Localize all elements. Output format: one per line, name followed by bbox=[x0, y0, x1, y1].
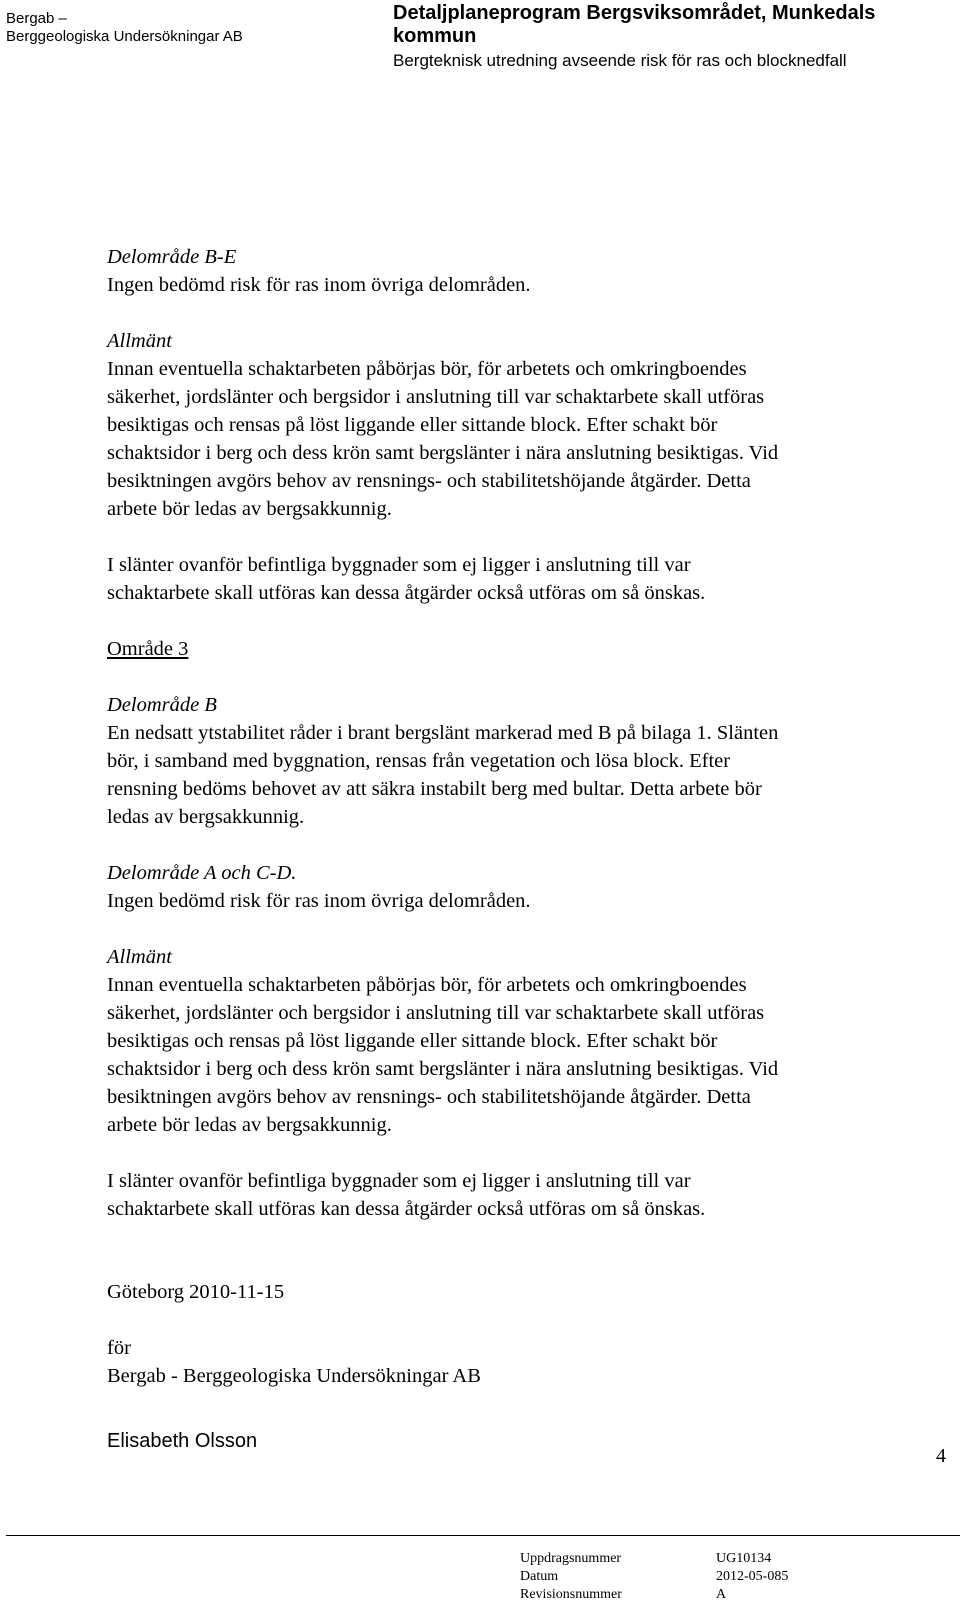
header-company-line2: Berggeologiska Undersökningar AB bbox=[6, 28, 243, 45]
paragraph-allmant-2-line: säkerhet, jordslänter och bergsidor i anslutning till var schaktarbete skall utföras bbox=[107, 1002, 765, 1024]
paragraph-allmant-1-line: schaktsidor i berg och dess krön samt bergslänter i nära anslutning besiktigas. Vid bbox=[107, 442, 779, 464]
page-number: 4 bbox=[936, 1445, 946, 1467]
footer-value-uppdragsnummer: UG10134 bbox=[716, 1551, 772, 1566]
paragraph-allmant-1-line: besiktningen avgörs behov av rensnings- och stabilitetshöjande åtgärder. Detta bbox=[107, 470, 751, 492]
paragraph-allmant-1-line: säkerhet, jordslänter och bergsidor i anslutning till var schaktarbete skall utföras bbox=[107, 386, 765, 408]
paragraph-delomrade-b-line: bör, i samband med byggnation, rensas från vegetation och lösa block. Efter bbox=[107, 750, 731, 772]
paragraph-slanter-1-line: I slänter ovanför befintliga byggnader som ej ligger i anslutning till var bbox=[107, 554, 691, 576]
paragraph-slanter-2-line: I slänter ovanför befintliga byggnader som ej ligger i anslutning till var bbox=[107, 1170, 691, 1192]
header-subtitle: Bergteknisk utredning avseende risk för ras och blocknedfall bbox=[393, 51, 847, 70]
paragraph-allmant-2-line: schaktsidor i berg och dess krön samt bergslänter i nära anslutning besiktigas. Vid bbox=[107, 1058, 779, 1080]
signature-place-date: Göteborg 2010-11-15 bbox=[107, 1281, 285, 1303]
footer-label-uppdragsnummer: Uppdragsnummer bbox=[520, 1551, 622, 1566]
paragraph-allmant-2-line: besiktningen avgörs behov av rensnings- och stabilitetshöjande åtgärder. Detta bbox=[107, 1086, 751, 1108]
paragraph-allmant-1-line: arbete bör ledas av bergsakkunnig. bbox=[107, 498, 392, 520]
paragraph-allmant-1-line: Innan eventuella schaktarbeten påbörjas bör, för arbetets och omkringboendes bbox=[107, 358, 747, 380]
signature-for: för bbox=[107, 1337, 131, 1359]
header-title-line2: kommun bbox=[393, 25, 477, 47]
footer-value-revisionsnummer: A bbox=[716, 1587, 727, 1602]
section-heading-delomrade-acd: Delområde A och C-D. bbox=[107, 862, 297, 884]
paragraph-allmant-2-line: besiktigas och rensas på löst liggande eller sittande block. Efter schakt bör bbox=[107, 1030, 718, 1052]
paragraph-delomrade-be: Ingen bedömd risk för ras inom övriga delområden. bbox=[107, 274, 531, 296]
section-heading-allmant-1: Allmänt bbox=[107, 330, 172, 352]
section-heading-delomrade-b: Delområde B bbox=[107, 694, 217, 716]
paragraph-delomrade-b-line: rensning bedöms behovet av att säkra instabilt berg med bultar. Detta arbete bör bbox=[107, 778, 762, 800]
footer-label-revisionsnummer: Revisionsnummer bbox=[520, 1587, 622, 1602]
section-heading-delomrade-be: Delområde B-E bbox=[107, 246, 237, 268]
header-title-line1: Detaljplaneprogram Bergsviksområdet, Munkedals bbox=[393, 2, 876, 24]
paragraph-allmant-1-line: besiktigas och rensas på löst liggande eller sittande block. Efter schakt bör bbox=[107, 414, 718, 436]
paragraph-delomrade-b-line: En nedsatt ytstabilitet råder i brant bergslänt markerad med B på bilaga 1. Slänten bbox=[107, 722, 779, 744]
section-heading-allmant-2: Allmänt bbox=[107, 946, 172, 968]
paragraph-slanter-1-line: schaktarbete skall utföras kan dessa åtgärder också utföras om så önskas. bbox=[107, 582, 706, 604]
signature-company: Bergab - Berggeologiska Undersökningar AB bbox=[107, 1365, 481, 1387]
paragraph-allmant-2-line: Innan eventuella schaktarbeten påbörjas bör, för arbetets och omkringboendes bbox=[107, 974, 747, 996]
paragraph-slanter-2-line: schaktarbete skall utföras kan dessa åtgärder också utföras om så önskas. bbox=[107, 1198, 706, 1220]
signature-name: Elisabeth Olsson bbox=[107, 1430, 258, 1452]
paragraph-allmant-2-line: arbete bör ledas av bergsakkunnig. bbox=[107, 1114, 392, 1136]
footer-divider bbox=[6, 1535, 960, 1536]
section-heading-omrade-3: Område 3 bbox=[107, 638, 189, 660]
paragraph-delomrade-b-line: ledas av bergsakkunnig. bbox=[107, 806, 305, 828]
header-company-line1: Bergab – bbox=[6, 10, 67, 27]
footer-label-datum: Datum bbox=[520, 1569, 559, 1584]
paragraph-delomrade-acd: Ingen bedömd risk för ras inom övriga delområden. bbox=[107, 890, 531, 912]
footer-value-datum: 2012-05-085 bbox=[716, 1569, 789, 1584]
